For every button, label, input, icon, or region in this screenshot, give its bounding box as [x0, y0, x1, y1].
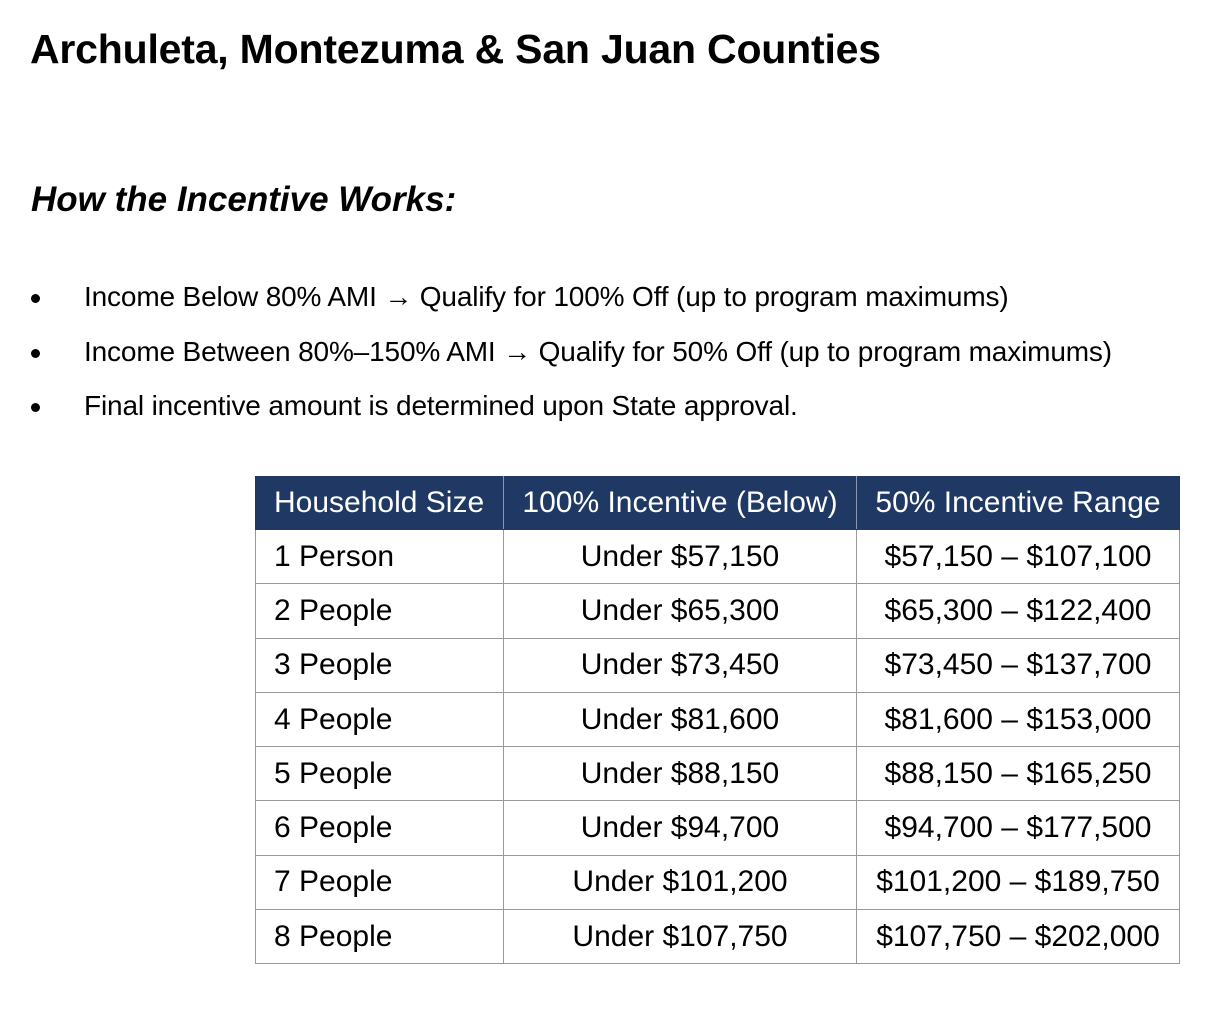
bullet-dot-icon	[31, 294, 40, 303]
bullet-text: Income Below 80% AMI → Qualify for 100% Off (up to program maximums)	[84, 281, 1009, 312]
cell-household-size: 1 Person	[256, 530, 504, 584]
table-row	[256, 584, 1180, 638]
cell-50-incentive: $65,300 – $122,400	[857, 584, 1180, 638]
cell-100-incentive: Under $57,150	[504, 530, 857, 584]
cell-50-incentive: $57,150 – $107,100	[857, 530, 1180, 584]
incentive-table-container	[255, 476, 1180, 964]
bullet-item-income-below	[0, 278, 1230, 333]
bullet-item-final-amount	[0, 387, 1230, 442]
cell-100-incentive: Under $81,600	[504, 692, 857, 746]
bullet-dot-icon	[31, 349, 40, 358]
cell-household-size: 4 People	[256, 692, 504, 746]
table-row	[256, 801, 1180, 855]
table-row	[256, 910, 1180, 964]
cell-50-incentive: $107,750 – $202,000	[857, 910, 1180, 964]
table-header	[256, 477, 1180, 530]
cell-50-incentive: $81,600 – $153,000	[857, 692, 1180, 746]
header-100-incentive: 100% Incentive (Below)	[504, 477, 857, 530]
table-row	[256, 638, 1180, 692]
cell-household-size: 3 People	[256, 638, 504, 692]
cell-50-incentive: $101,200 – $189,750	[857, 855, 1180, 909]
bullet-item-income-between	[0, 333, 1230, 388]
bullet-list	[0, 278, 1230, 442]
cell-100-incentive: Under $107,750	[504, 910, 857, 964]
cell-100-incentive: Under $94,700	[504, 801, 857, 855]
bullet-text: Income Between 80%–150% AMI → Qualify for 50% Off (up to program maximums)	[84, 335, 1112, 367]
header-row	[256, 477, 1180, 530]
cell-100-incentive: Under $88,150	[504, 747, 857, 801]
cell-household-size: 5 People	[256, 747, 504, 801]
header-household-size: Household Size	[256, 477, 504, 530]
header-50-incentive: 50% Incentive Range	[857, 477, 1180, 530]
cell-50-incentive: $94,700 – $177,500	[857, 801, 1180, 855]
cell-household-size: 2 People	[256, 584, 504, 638]
cell-household-size: 8 People	[256, 910, 504, 964]
cell-household-size: 7 People	[256, 855, 504, 909]
cell-100-incentive: Under $101,200	[504, 855, 857, 909]
page-title: Archuleta, Montezuma & San Juan Counties	[30, 26, 881, 72]
bullet-dot-icon	[31, 403, 40, 412]
cell-household-size: 6 People	[256, 801, 504, 855]
cell-50-incentive: $88,150 – $165,250	[857, 747, 1180, 801]
section-heading: How the Incentive Works:	[31, 180, 457, 219]
cell-50-incentive: $73,450 – $137,700	[857, 638, 1180, 692]
bullet-text: Final incentive amount is determined upon State approval.	[84, 390, 798, 421]
table-row	[256, 747, 1180, 801]
table-row	[256, 692, 1180, 746]
table-row	[256, 530, 1180, 584]
incentive-table	[255, 476, 1180, 964]
table-row	[256, 855, 1180, 909]
cell-100-incentive: Under $65,300	[504, 584, 857, 638]
cell-100-incentive: Under $73,450	[504, 638, 857, 692]
table-body	[256, 530, 1180, 964]
